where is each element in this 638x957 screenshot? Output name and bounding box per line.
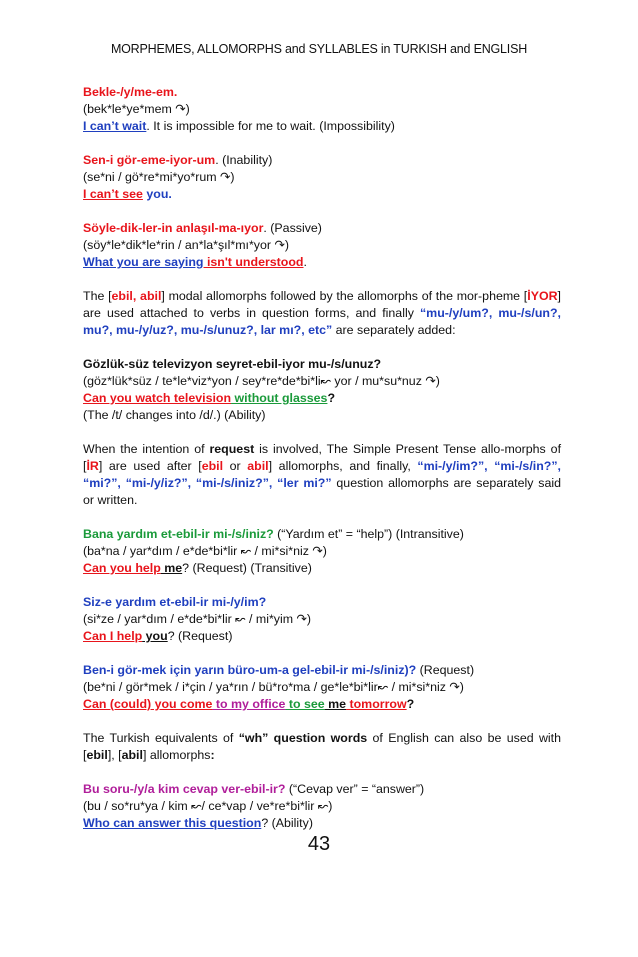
english-modifier: without glasses xyxy=(231,391,328,405)
english-object: me xyxy=(324,697,347,711)
translation-note: . It is impossible for me to wait. (Impossibility) xyxy=(146,119,395,133)
syllable-breakdown: (si*ze / yar*dım / e*de*bi*lir ↜ / mi*yim ↷) xyxy=(83,612,312,626)
text: is involved, The Simple Present Tense allo-morphs of [ xyxy=(83,442,562,473)
question-allomorphs: “mu-/y/um?, mu-/s/un?, mu?, mu-/y/uz?, mu-/s/unuz?, lar mı?, etc” xyxy=(83,306,561,337)
morpheme: İR xyxy=(86,459,99,473)
allomorph: abil xyxy=(121,748,143,762)
syllable-breakdown: (bek*le*ye*mem ↷) xyxy=(83,102,190,116)
turkish-sentence: Söyle-dik-ler-in anlaşıl-ma-ıyor xyxy=(83,221,264,235)
english-time: tomorrow xyxy=(346,697,407,711)
english-phrase: Can (could) you come xyxy=(83,697,213,711)
text: or xyxy=(223,459,248,473)
allomorph: ebil, abil xyxy=(111,289,162,303)
syllable-breakdown: (bu / so*ru*ya / kim ↜/ ce*vap / ve*re*bi*lir ↜) xyxy=(83,799,333,813)
turkish-sentence: Sen-i gör-eme-iyor-um xyxy=(83,153,216,167)
allomorph: ebil xyxy=(201,459,224,473)
english-verb: isn't understood xyxy=(203,255,304,269)
english-purpose: to see xyxy=(285,697,325,711)
turkish-example: Gözlük-süz televizyon seyret-ebil-iyor mu-/s/unuz? xyxy=(83,357,382,371)
page-number: 43 xyxy=(307,833,331,855)
english-translation xyxy=(83,186,561,203)
syllable-breakdown: (söy*le*dik*le*rin / an*la*şıl*mı*yor ↷) xyxy=(83,238,289,252)
allomorph: abil xyxy=(247,459,269,473)
text: ] allomorphs, and finally, xyxy=(268,459,418,473)
morpheme: İYOR xyxy=(527,289,558,303)
syllable-breakdown: (göz*lük*süz / te*le*viz*yon / sey*re*de*bi*li↜ yor / mu*su*nuz ↷) xyxy=(83,374,440,388)
english-translation xyxy=(83,815,561,832)
syllable-breakdown: (ba*na / yar*dım / e*de*bi*lir ↜ / mi*si*niz ↷) xyxy=(83,544,327,558)
text: ], [ xyxy=(107,748,122,762)
question-allomorphs: “mi-/y/im?”, “mi-/s/in?”, “mi?”, “mi-/y/iz?”, “mi-/s/iniz?”, “ler mi?” xyxy=(83,459,561,490)
text: question allomorphs are separately said or written. xyxy=(83,476,561,507)
keyword: request xyxy=(209,442,255,456)
allomorph: ebil xyxy=(86,748,108,762)
turkish-sentence: Ben-i gör-mek için yarın büro-um-a gel-ebil-ir mi-/s/iniz)? xyxy=(83,663,417,677)
english-phrase: What you are saying xyxy=(83,255,204,269)
example-note: (Request) xyxy=(416,663,475,677)
english-phrase: Who can answer this question xyxy=(83,816,262,830)
example-note: (The /t/ changes into /d/.) (Ability) xyxy=(83,408,266,422)
punctuation: : xyxy=(210,748,215,762)
text: The Turkish equivalents of xyxy=(83,731,239,745)
explanation-paragraph xyxy=(83,288,561,339)
turkish-example xyxy=(83,662,561,679)
english-translation xyxy=(83,628,561,645)
turkish-example xyxy=(83,220,561,237)
text: ] are used after [ xyxy=(98,459,202,473)
english-translation xyxy=(83,118,561,135)
example-note: ? (Request) (Transitive) xyxy=(182,561,312,575)
english-phrase: I can’t see xyxy=(83,187,143,201)
syllable-breakdown: (be*ni / gör*mek / i*çin / ya*rın / bü*ro*ma / ge*le*bi*lir↜ / mi*si*niz ↷) xyxy=(83,680,464,694)
explanation-paragraph xyxy=(83,441,561,509)
turkish-example: Bekle-/y/me-em. xyxy=(83,85,178,99)
turkish-example xyxy=(83,781,561,798)
example-note: . (Inability) xyxy=(215,153,273,167)
turkish-example: Siz-e yardım et-ebil-ir mi-/y/im? xyxy=(83,595,267,609)
english-translation xyxy=(83,390,561,407)
example-note: ? (Ability) xyxy=(261,816,313,830)
text: ] allomorphs xyxy=(142,748,211,762)
example-note: (“Yardım et” = “help”) (Intransitive) xyxy=(273,527,464,541)
example-note: (“Cevap ver” = “answer”) xyxy=(285,782,425,796)
english-phrase: Can you watch television xyxy=(83,391,232,405)
page-content xyxy=(83,84,561,832)
english-object: you. xyxy=(142,187,172,201)
english-object: you xyxy=(142,629,168,643)
turkish-example xyxy=(83,526,561,543)
punctuation: ? xyxy=(327,391,336,405)
running-header: MORPHEMES, ALLOMORPHS and SYLLABLES in TURKISH and ENGLISH xyxy=(110,42,528,56)
english-translation xyxy=(83,696,561,713)
english-place: to my office xyxy=(212,697,286,711)
text: When the intention of xyxy=(83,442,210,456)
punctuation: ? xyxy=(406,697,415,711)
english-phrase: Can I help xyxy=(83,629,143,643)
english-object: me xyxy=(160,561,183,575)
turkish-sentence: Bana yardım et-ebil-ir mi-/s/iniz? xyxy=(83,527,274,541)
turkish-sentence: Bu soru-/y/a kim cevap ver-ebil-ir? xyxy=(83,782,286,796)
english-translation xyxy=(83,560,561,577)
english-translation xyxy=(83,254,561,271)
text: of English can also be used with [ xyxy=(83,731,561,762)
text: ] are used attached to verbs in question forms, and finally xyxy=(83,289,561,320)
text: ] modal allomorphs followed by the allomorphs of the mor-pheme [ xyxy=(161,289,528,303)
example-note: . (Passive) xyxy=(263,221,322,235)
keyword: “wh” question words xyxy=(238,731,368,745)
example-note: ? (Request) xyxy=(167,629,233,643)
english-phrase: I can’t wait xyxy=(83,119,147,133)
punctuation: . xyxy=(303,255,307,269)
turkish-example xyxy=(83,152,561,169)
explanation-paragraph xyxy=(83,730,561,764)
syllable-breakdown: (se*ni / gö*re*mi*yo*rum ↷) xyxy=(83,170,235,184)
text: The [ xyxy=(83,289,112,303)
text: are separately added: xyxy=(332,323,456,337)
english-phrase: Can you help xyxy=(83,561,161,575)
